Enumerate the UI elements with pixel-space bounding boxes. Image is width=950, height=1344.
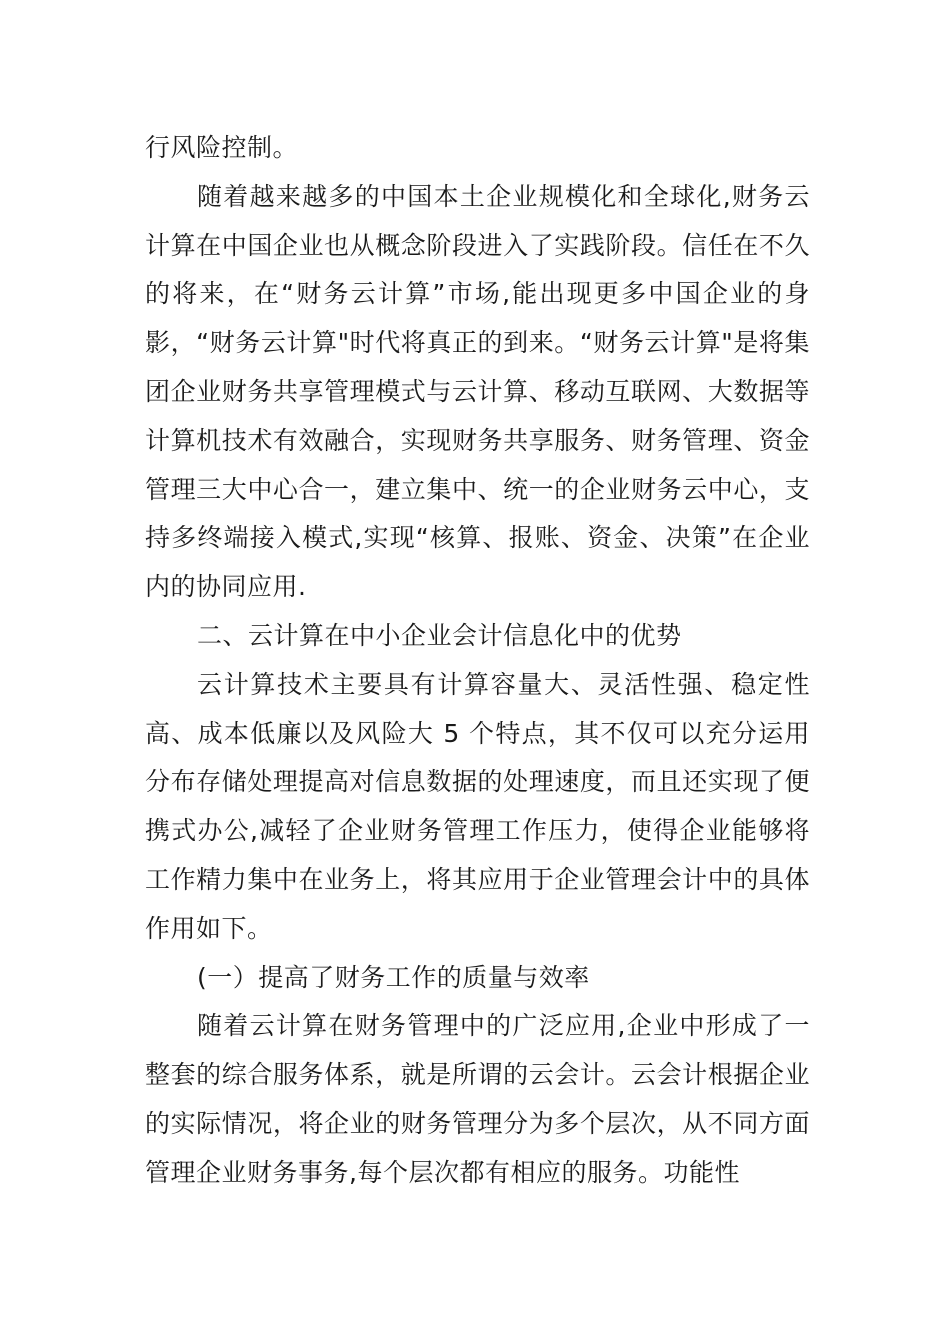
paragraph-4: 随着云计算在财务管理中的广泛应用,企业中形成了一整套的综合服务体系，就是所谓的云会计。云会计根据企业的实际情况，将企业的财务管理分为多个层次，从不同方面管理企业财务事务,每个层次都有相应的服务。功能性 xyxy=(145,1011,810,1187)
paragraph-2: 随着越来越多的中国本土企业规模化和全球化,财务云计算在中国企业也从概念阶段进入了实践阶段。信任在不久的将来，在“财务云计算”市场,能出现更多中国企业的身影，“财务云计算"时代将真正的到来。“财务云计算"是将集团企业财务共享管理模式与云计算、移动互联网、大数据等计算机技术有效融合，实现财务共享服务、财务管理、资金管理三大中心合一，建立集中、统一的企业财务云中心，支持多终端接入模式,实现“核算、报账、资金、决策”在企业内的协同应用. xyxy=(145,181,810,602)
document-body xyxy=(145,124,810,1198)
subsection-heading-1: (一）提高了财务工作的质量与效率 xyxy=(197,962,590,992)
paragraph-1: 行风险控制。 xyxy=(145,133,299,162)
paragraph-3: 云计算技术主要具有计算容量大、灵活性强、稳定性高、成本低廉以及风险大 5 个特点，其不仅可以充分运用分布存储处理提高对信息数据的处理速度，而且还实现了便携式办公,减轻了企业财务管理工作压力，使得企业能够将工作精力集中在业务上，将其应用于企业管理会计中的具体作用如下。 xyxy=(145,669,810,943)
section-heading-2: 二、云计算在中小企业会计信息化中的优势 xyxy=(197,620,682,650)
